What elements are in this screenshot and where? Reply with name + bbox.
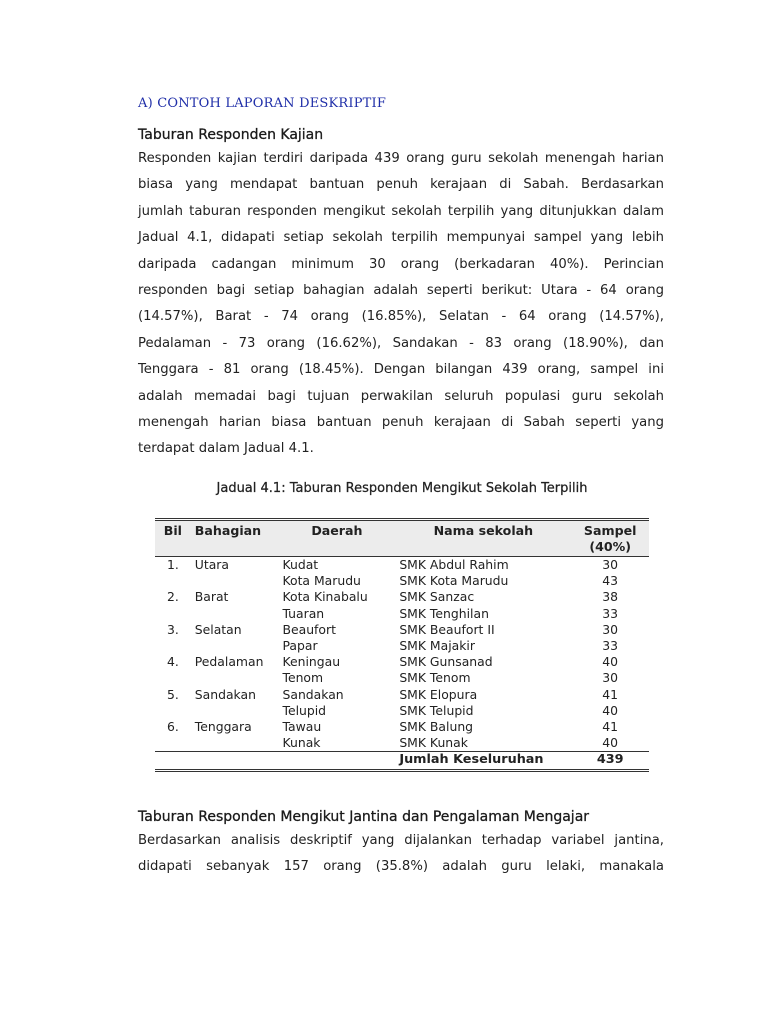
- table-row: [155, 703, 649, 719]
- cell-sampel: 33: [602, 605, 619, 621]
- cell-daerah: Tawau: [282, 719, 322, 735]
- paragraph-line: menengah harian biasa bantuan penuh kerajaan di Sabah seperti yang: [138, 414, 664, 430]
- table-body: [155, 557, 649, 752]
- cell-sampel: 41: [602, 719, 619, 735]
- col-header-daerah: Daerah: [278, 520, 395, 557]
- cell-daerah: Tuaran: [282, 605, 325, 621]
- cell-nama-sekolah: SMK Kota Marudu: [399, 573, 509, 589]
- cell-sampel: 30: [602, 621, 619, 637]
- cell-bahagian: [191, 735, 279, 752]
- subheading-taburan-responden: Taburan Responden Kajian: [138, 127, 324, 143]
- cell-sampel: 41: [602, 686, 619, 702]
- cell-daerah: Kota Marudu: [282, 573, 361, 589]
- cell-bil: 6.: [166, 719, 179, 735]
- total-value: 439: [571, 752, 649, 770]
- table-total-row: [155, 752, 649, 770]
- cell-daerah: Kota Kinabalu: [282, 589, 368, 605]
- cell-daerah: Tenom: [282, 670, 324, 686]
- cell-bil: [155, 638, 191, 654]
- paragraph-line: (14.57%), Barat - 74 orang (16.85%), Selatan - 64 orang (14.57%),: [138, 309, 664, 325]
- total-label: Jumlah Keseluruhan: [395, 752, 571, 770]
- cell-daerah: Beaufort: [282, 621, 336, 637]
- cell-nama-sekolah: SMK Elopura: [399, 686, 478, 702]
- table-caption: [0, 481, 768, 496]
- table-row: [155, 670, 649, 686]
- cell-bahagian: [191, 703, 279, 719]
- cell-nama-sekolah: SMK Tenom: [399, 670, 471, 686]
- table-row: [155, 573, 649, 589]
- cell-sampel: 30: [602, 557, 619, 572]
- table-row: [155, 638, 649, 654]
- table-row: [155, 622, 649, 638]
- cell-bahagian: Selatan: [194, 621, 242, 637]
- total-empty-bahagian: [191, 752, 279, 770]
- cell-nama-sekolah: SMK Majakir: [399, 638, 475, 654]
- cell-daerah: Telupid: [282, 702, 327, 718]
- paragraph-line: didapati sebanyak 157 orang (35.8%) adalah guru lelaki, manakala: [138, 859, 664, 875]
- cell-bil: [155, 735, 191, 752]
- paragraph-line: Responden kajian terdiri daripada 439 orang guru sekolah menengah harian: [138, 151, 664, 166]
- subheading-jantina-pengalaman: Taburan Responden Mengikut Jantina dan Pengalaman Mengajar: [138, 809, 590, 825]
- cell-sampel: 43: [602, 573, 619, 589]
- cell-sampel: 40: [602, 702, 619, 718]
- cell-bil: 3.: [166, 621, 179, 637]
- paragraph-line: adalah memadai bagi tujuan perwakilan seluruh populasi guru sekolah: [138, 388, 664, 404]
- paragraph-line: Jadual 4.1, didapati setiap sekolah terpilih mempunyai sampel yang lebih: [138, 230, 664, 246]
- cell-bahagian: [191, 573, 279, 589]
- cell-bil: 5.: [166, 686, 179, 702]
- table-caption-text: Taburan Responden Mengikut Sekolah Terpilih: [289, 481, 588, 496]
- cell-bahagian: Tenggara: [194, 719, 252, 735]
- cell-bahagian: Barat: [194, 589, 229, 605]
- paragraph-responden: [138, 146, 664, 463]
- paragraph-line: responden bagi setiap bahagian adalah seperti berikut: Utara - 64 orang: [138, 282, 664, 298]
- table-row: [155, 719, 649, 735]
- cell-sampel: 40: [602, 654, 619, 670]
- col-header-nama-sekolah: Nama sekolah: [395, 520, 571, 557]
- section-heading: A) CONTOH LAPORAN DESKRIPTIF: [138, 96, 387, 111]
- table-row: [155, 557, 649, 574]
- cell-nama-sekolah: SMK Balung: [399, 719, 474, 735]
- cell-daerah: Papar: [282, 638, 318, 654]
- paragraph-line: daripada cadangan minimum 30 orang (berkadaran 40%). Perincian: [138, 256, 664, 272]
- col-header-sampel-line2: (40%): [589, 539, 632, 554]
- cell-sampel: 38: [602, 589, 619, 605]
- paragraph-line: biasa yang mendapat bantuan penuh kerajaan di Sabah. Berdasarkan: [138, 177, 664, 193]
- cell-daerah: Kunak: [282, 735, 321, 751]
- cell-daerah: Keningau: [282, 654, 341, 670]
- paragraph-line: jumlah taburan responden mengikut sekolah terpilih yang ditunjukkan dalam: [138, 203, 664, 219]
- cell-bahagian: [191, 638, 279, 654]
- cell-bahagian: Pedalaman: [194, 654, 264, 670]
- paragraph-line: Berdasarkan analisis deskriptif yang dijalankan terhadap variabel jantina,: [138, 833, 664, 848]
- cell-bil: [155, 573, 191, 589]
- cell-nama-sekolah: SMK Sanzac: [399, 589, 475, 605]
- table-row: [155, 654, 649, 670]
- paragraph-line: Pedalaman - 73 orang (16.62%), Sandakan - 83 orang (18.90%), dan: [138, 335, 664, 351]
- table-row: [155, 735, 649, 752]
- cell-sampel: 30: [602, 670, 619, 686]
- cell-sampel: 40: [602, 735, 619, 751]
- cell-nama-sekolah: SMK Gunsanad: [399, 654, 493, 670]
- col-header-sampel-line1: Sampel: [583, 523, 637, 538]
- paragraph-line: Tenggara - 81 orang (18.45%). Dengan bilangan 439 orang, sampel ini: [138, 362, 664, 378]
- cell-bil: [155, 703, 191, 719]
- col-header-sampel: [571, 520, 649, 557]
- cell-bahagian: [191, 670, 279, 686]
- respondent-table: [155, 518, 649, 772]
- table-row: [155, 606, 649, 622]
- total-empty-daerah: [278, 752, 395, 770]
- col-header-bil: Bil: [155, 520, 191, 557]
- cell-bil: 1.: [166, 557, 179, 572]
- cell-nama-sekolah: SMK Tenghilan: [399, 605, 489, 621]
- table-row: [155, 687, 649, 703]
- cell-nama-sekolah: SMK Beaufort II: [399, 621, 495, 637]
- cell-nama-sekolah: SMK Kunak: [399, 735, 468, 751]
- cell-bahagian: Utara: [194, 557, 229, 572]
- total-empty-bil: [155, 752, 191, 770]
- cell-daerah: Sandakan: [282, 686, 344, 702]
- cell-bil: 4.: [166, 654, 179, 670]
- cell-daerah: Kudat: [282, 557, 319, 572]
- cell-nama-sekolah: SMK Abdul Rahim: [399, 557, 509, 572]
- table-header-row: [155, 520, 649, 557]
- paragraph-jantina: [138, 828, 664, 881]
- cell-nama-sekolah: SMK Telupid: [399, 702, 474, 718]
- col-header-bahagian: Bahagian: [191, 520, 279, 557]
- table-caption-label: Jadual 4.1:: [216, 481, 286, 496]
- cell-bahagian: [191, 606, 279, 622]
- cell-bahagian: Sandakan: [194, 686, 256, 702]
- cell-bil: [155, 670, 191, 686]
- paragraph-line: terdapat dalam Jadual 4.1.: [138, 441, 314, 457]
- cell-sampel: 33: [602, 638, 619, 654]
- cell-bil: 2.: [166, 589, 179, 605]
- table-row: [155, 589, 649, 605]
- cell-bil: [155, 606, 191, 622]
